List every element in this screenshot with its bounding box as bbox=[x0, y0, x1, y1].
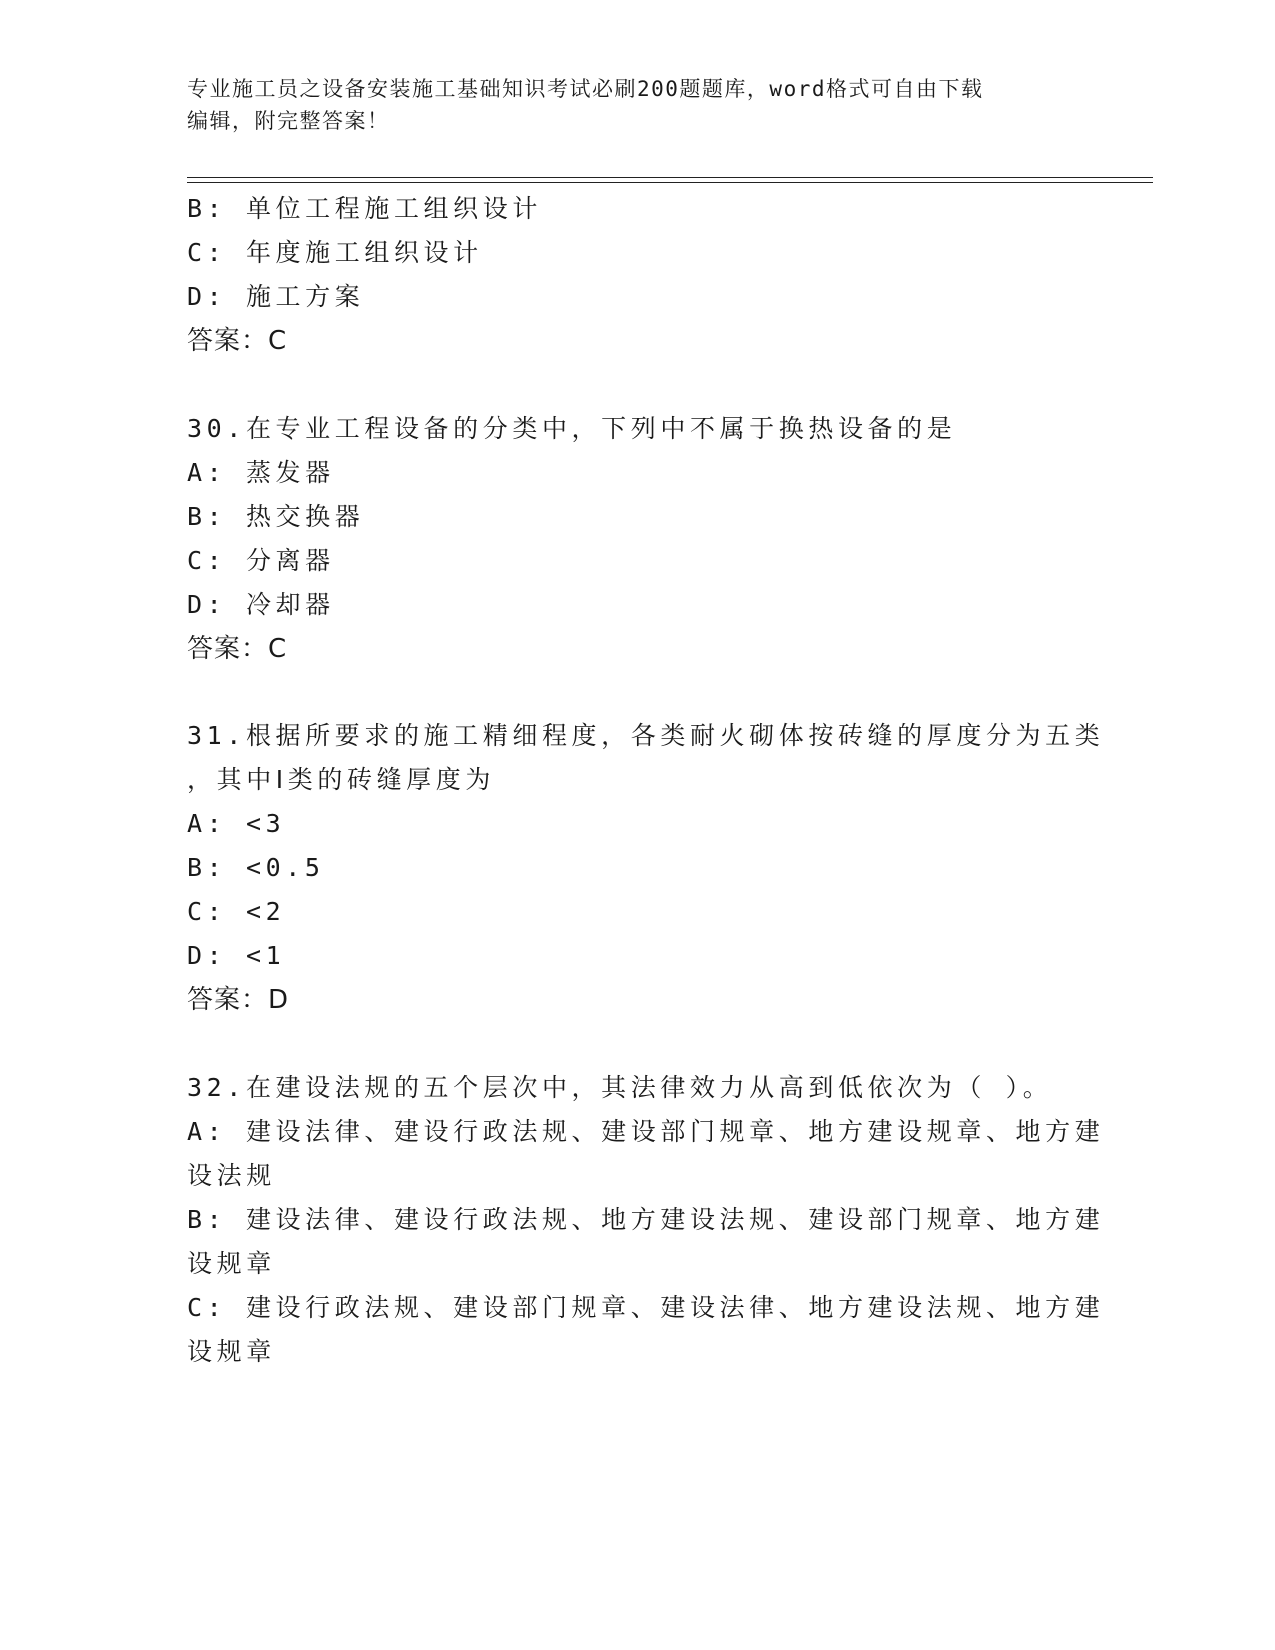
prev-question-option-d: D: 施工方案 bbox=[187, 282, 365, 311]
q31-option-c: C: <2 bbox=[187, 897, 286, 926]
header-divider-bottom bbox=[187, 182, 1153, 183]
q32-option-b-line-2: 设规章 bbox=[187, 1249, 276, 1278]
header-title-line-2: 编辑，附完整答案！ bbox=[187, 109, 390, 133]
q30-option-c: C: 分离器 bbox=[187, 546, 335, 575]
q32-option-c-line-1: C: 建设行政法规、建设部门规章、建设法律、地方建设法规、地方建 bbox=[187, 1293, 1105, 1322]
q32-stem: 32.在建设法规的五个层次中，其法律效力从高到低依次为（ ）。 bbox=[187, 1073, 1053, 1102]
prev-question-option-b: B: 单位工程施工组织设计 bbox=[187, 194, 542, 223]
prev-question-answer: 答案：C bbox=[187, 326, 288, 356]
q32-option-c-line-2: 设规章 bbox=[187, 1337, 276, 1366]
q31-option-d: D: <1 bbox=[187, 941, 286, 970]
prev-question-option-c: C: 年度施工组织设计 bbox=[187, 238, 483, 267]
header-divider-top bbox=[187, 177, 1153, 178]
header-title-line-1: 专业施工员之设备安装施工基础知识考试必刷200题题库，word格式可自由下载 bbox=[187, 77, 984, 101]
q31-option-b: B: <0.5 bbox=[187, 853, 325, 882]
q31-answer: 答案：D bbox=[187, 985, 290, 1015]
q30-answer: 答案：C bbox=[187, 634, 288, 664]
q30-option-a: A: 蒸发器 bbox=[187, 458, 335, 487]
q31-option-a: A: <3 bbox=[187, 809, 286, 838]
document-header bbox=[187, 73, 1087, 137]
q30-option-b: B: 热交换器 bbox=[187, 502, 365, 531]
q31-stem-line-1: 31.根据所要求的施工精细程度，各类耐火砌体按砖缝的厚度分为五类 bbox=[187, 721, 1105, 750]
q30-stem: 30.在专业工程设备的分类中，下列中不属于换热设备的是 bbox=[187, 414, 957, 443]
q32-option-b-line-1: B: 建设法律、建设行政法规、地方建设法规、建设部门规章、地方建 bbox=[187, 1205, 1105, 1234]
q32-option-a-line-2: 设法规 bbox=[187, 1161, 276, 1190]
q32-option-a-line-1: A: 建设法律、建设行政法规、建设部门规章、地方建设规章、地方建 bbox=[187, 1117, 1105, 1146]
q31-stem-line-2: ，其中Ⅰ类的砖缝厚度为 bbox=[187, 765, 495, 794]
q30-option-d: D: 冷却器 bbox=[187, 590, 335, 619]
